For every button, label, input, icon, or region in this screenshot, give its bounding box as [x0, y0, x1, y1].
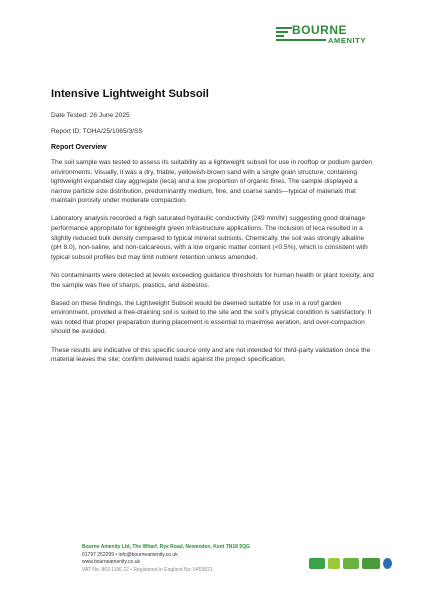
accreditation-logo-2-icon — [328, 558, 340, 569]
date-tested: Date Tested: 26 June 2025 — [51, 112, 130, 119]
bourne-amenity-logo — [276, 24, 394, 52]
paragraph-5: These results are indicative of this specific source only and are not intended for third-party validation once the material leaves the site; confirm delivered loads against the project specification. — [51, 346, 371, 364]
accreditation-logos — [309, 558, 392, 569]
footer-contact: 01797 252299 • info@bourneamenity.co.uk — [82, 551, 178, 558]
paragraph-2: Laboratory analysis recorded a high saturated hydraulic conductivity (249 mm/hr) suggesting good drainage performance appropriate for lightweight green infrastructure applications. The inclusion of leca resulted in a slightly reduced bulk density compared to typical mineral subsoils. Chemically, the soil was strongly alkaline (pH 8.0), non-saline, and non-calcareous, with a low organic matter content (<0.5%), which is consistent with typical subsoil profiles but may limit nutrient retention unless amended. — [51, 215, 368, 261]
paragraph-3: No contaminants were detected at levels exceeding guidance thresholds for human health or plant toxicity, and the sample was free of sharps, plastics, and asbestos. — [51, 271, 374, 289]
logo-underline — [276, 39, 326, 41]
report-content — [51, 88, 376, 373]
report-title: Intensive Lightweight Subsoil — [51, 88, 209, 100]
accreditation-logo-5-icon — [383, 558, 392, 569]
paragraph-4: Based on these findings, the Lightweight Subsoil would be deemed suitable for use in a roof garden environment, provided a free-draining soil is suited to the site and the soil's physical condition is satisfactory. It was noted that proper preparation during placement is essential to maximise aeration, and over-compaction should be avoided. — [51, 299, 372, 336]
page-footer — [82, 544, 392, 584]
paragraph-1: The soil sample was tested to assess its suitability as a lightweight subsoil for use in rooftop or podium garden environments. Visually, it was a dry, friable, yellowish-brown sand with a single grain structure, containing lightweight expanded clay aggregate (leca) and a low proportion of organic fines. The sample displayed a narrow particle size distribution, predominantly medium, fine, and coarse sands—typical of materials that maintain porosity under moderate compaction. — [51, 159, 373, 205]
accreditation-logo-1-icon — [309, 558, 325, 569]
logo-brand-name: BOURNE — [292, 23, 348, 37]
logo-stripes-icon — [276, 27, 292, 39]
logo-brand-sub: AMENITY — [328, 36, 366, 45]
report-id: Report ID: TOHA/25/1065/3/SS — [51, 128, 143, 135]
footer-vat: VAT No: 863 1196 22 • Registered in England No: 5453821 — [82, 566, 213, 573]
footer-website: www.bourneamenity.co.uk — [82, 559, 140, 566]
accreditation-logo-3-icon — [343, 558, 359, 569]
accreditation-logo-4-icon — [362, 558, 380, 569]
footer-company-address: Bourne Amenity Ltd, The Wharf, Rye Road, Newenden, Kent TN18 5QG — [82, 544, 250, 550]
section-heading: Report Overview — [51, 144, 107, 151]
